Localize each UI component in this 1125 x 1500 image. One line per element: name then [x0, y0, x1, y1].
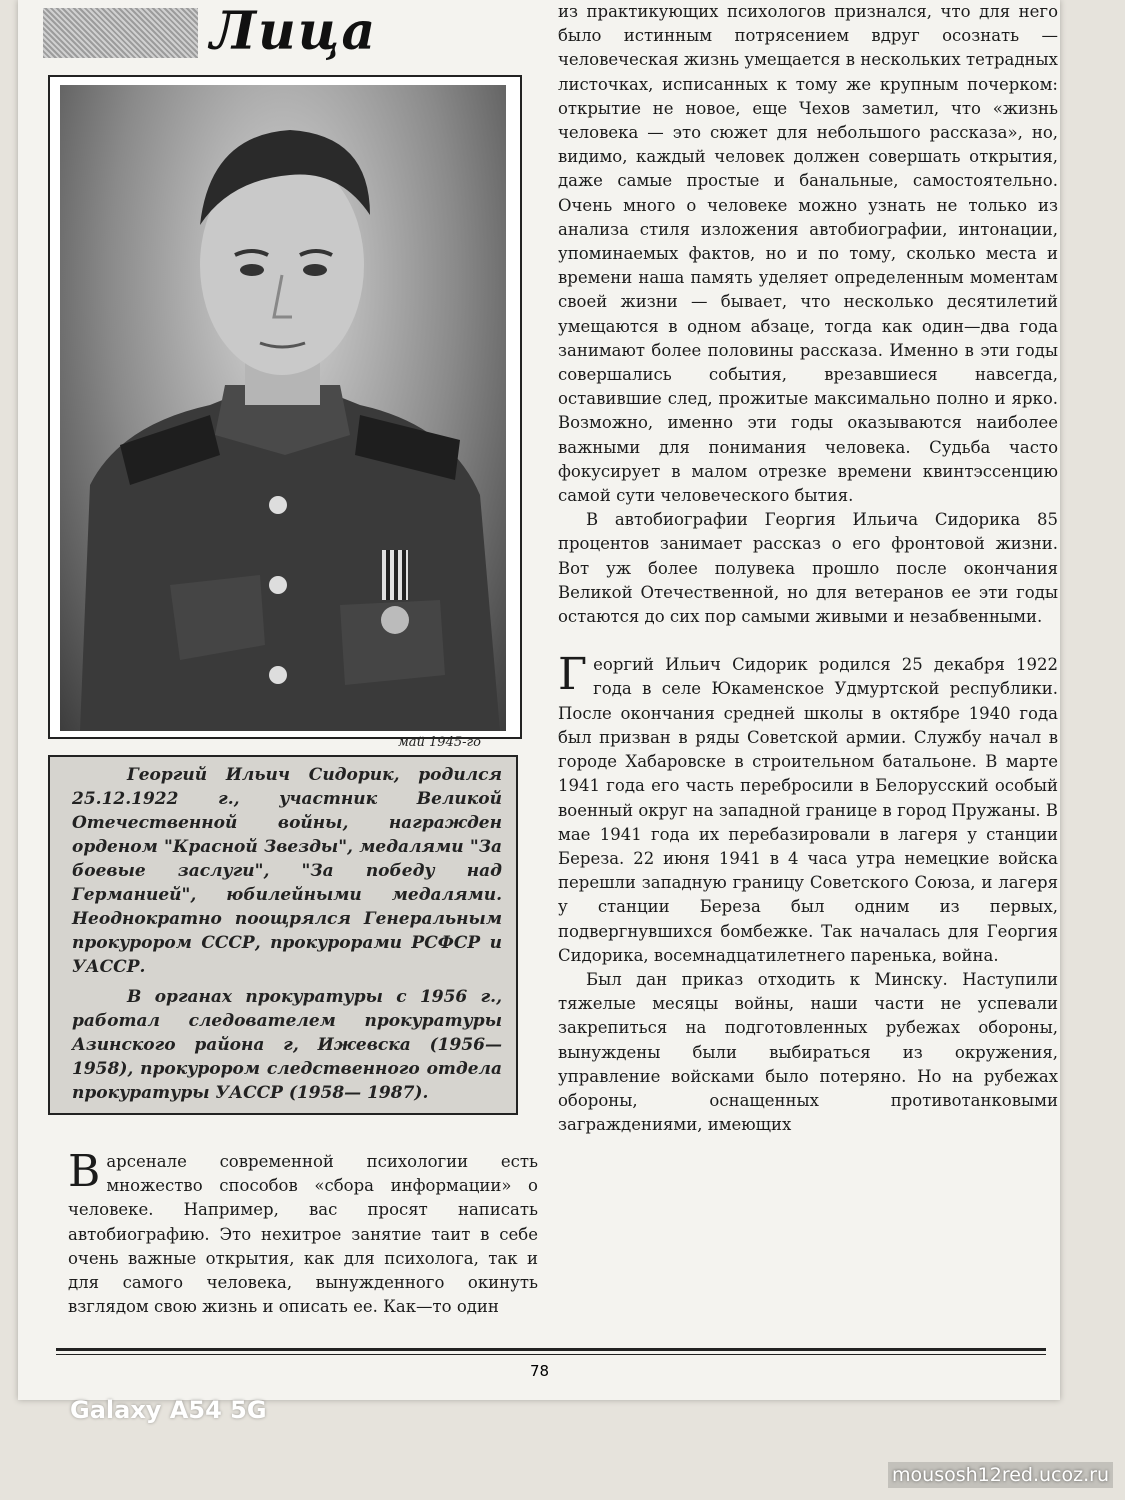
footer-rule-thin	[56, 1354, 1046, 1355]
article-right-column	[558, 0, 1058, 1330]
article-paragraph: арсенале современной психологии есть множество способов «сбора информации» о человеке. Например, вас просят написать автобиографию. Это нехитрое занятие таит в себе очень важные открытия, как для психолога, так и для самого человека, вынужденного окинуть взглядом свою жизнь и описать ее. Как—то один	[68, 1152, 538, 1317]
photo-caption: май 1945-го	[398, 735, 481, 750]
soldier-portrait-illustration	[60, 85, 506, 731]
article-paragraph: еоргий Ильич Сидорик родился 25 декабря 1922 года в селе Юкаменское Удмуртской республики. После окончания средней школы в октябре 1940 года был призван в ряды Советской армии. Службу начал в городе Хабаровске в строительном батальоне. В марте 1941 года его часть перебросили в Белорусский особый военный округ на западной границе в город Пружаны. В мае 1941 года их перебазировали в лагеря у станции Береза. 22 июня 1941 в 4 часа утра немецкие войска перешли западную границу Советского Союза, и лагеря у станции Береза был одним из первых, подвергнувшихся бомбежке. Так началась для Георгия Сидорика, восемнадцатилетнего паренька, война.	[558, 655, 1058, 965]
portrait-photo	[60, 85, 506, 731]
drop-cap: В	[68, 1146, 101, 1197]
drop-cap: Г	[558, 649, 588, 701]
biography-paragraph: В органах прокуратуры с 1956 г., работал следователем прокуратуры Азинского района г, Ижевска (1956—1958), прокурором следственного отдела прокуратуры УАССР (1958— 1987).	[72, 987, 502, 1103]
site-watermark: mousosh12red.ucoz.ru	[888, 1462, 1113, 1488]
page-number: 78	[530, 1362, 550, 1380]
section-title: Лица	[198, 2, 543, 122]
footer-rule	[56, 1348, 1046, 1351]
biography-paragraph: Георгий Ильич Сидорик, родился 25.12.1922 г., участник Великой Отечественной войны, награжден орденом "Красной Звезды", медалями "За боевые заслуги", "За победу над Германией", юбилейными медалями. Неоднократно поощрялся Генеральным прокурором СССР, прокурорами РСФСР и УАССР.	[72, 765, 502, 977]
biography-box	[48, 755, 518, 1115]
camera-watermark: Galaxy A54 5G	[70, 1396, 267, 1424]
section-header	[43, 1, 543, 62]
newspaper-page	[18, 0, 1060, 1400]
article-paragraph: Был дан приказ отходить к Минску. Наступили тяжелые месяцы войны, наши части не успевали закрепиться на подготовленных рубежах обороны, вынуждены были выбираться из окружения, управление войсками было потеряно. Но на рубежах обороны, оснащенных противотанковыми заграждениями, имеющих	[558, 969, 1058, 1135]
article-paragraph: В автобиографии Георгия Ильича Сидорика 85 процентов занимает рассказ о его фронтовой жизни. Вот уж более полувека прошло после окончания Великой Отечественной, но для ветеранов ее эти годы остаются до сих пор самыми живыми и незабвенными.	[558, 510, 1058, 627]
article-left-column	[68, 1146, 538, 1319]
portrait-photo-frame	[48, 75, 522, 739]
article-paragraph: из практикующих психологов признался, что для него было истинным потрясением вдруг осознать — человеческая жизнь умещается в нескольких тетрадных листочках, исписанных к тому же крупным почерком: открытие не новое, еще Чехов заметил, что «жизнь человека — это сюжет для небольшого рассказа», но, видимо, каждый человек должен совершать открытия, даже самые простые и банальные, самостоятельно. Очень много о человеке можно узнать не только из анализа стиля изложения автобиографии, интонации, упоминаемых фактов, но и по тому, сколько места и времени наша память уделяет определенным моментам своей жизни — бывает, что несколько десятилетий умещаются в одном абзаце, тогда как один—два года занимают более половины рассказа. Именно в эти годы совершались события, врезавшиеся навсегда, оставившие след, прожитые максимально полно и ярко. Возможно, именно эти годы оказываются наиболее важными для понимания человека. Судьба часто фокусирует в малом отрезке времени квинтэссенцию самой сути человеческого бытия.	[558, 2, 1058, 506]
